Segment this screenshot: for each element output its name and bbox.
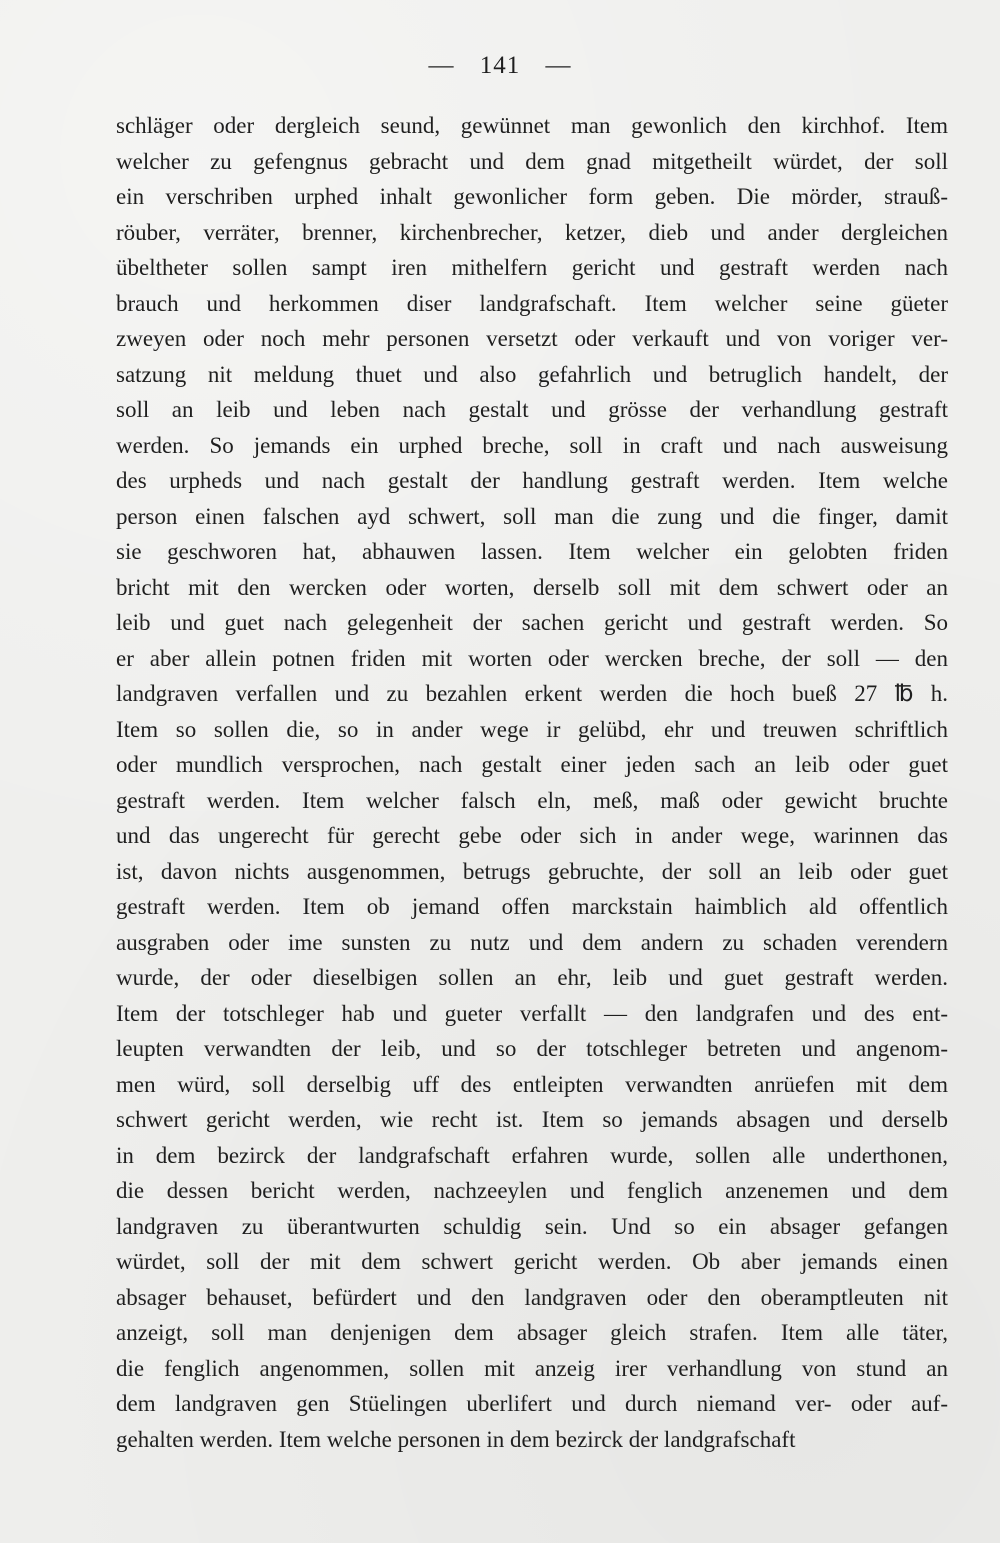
text-line-14: bricht mit den wercken oder worten, derselb soll mit dem schwert oder an (116, 574, 948, 600)
text-line-7: zweyen oder noch mehr personen versetzt oder verkauft und von voriger ver- (116, 326, 948, 351)
text-line-11: des urpheds und nach gestalt der handlung gestraft werden. Item welche (116, 468, 948, 493)
text-line-31: die dessen bericht werden, nachzeeylen und fenglich anzenemen und dem (116, 1178, 948, 1203)
text-line-6: brauch und herkommen diser landgrafschaft. Item welcher seine güeter (116, 290, 948, 316)
text-line-29: schwert gericht werden, wie recht ist. Item so jemands absagen und derselb (116, 1107, 948, 1132)
text-line-8: satzung nit meldung thuet und also gefahrlich und betruglich handelt, der (116, 361, 948, 387)
page-number: 141 (479, 52, 521, 79)
page-header (0, 52, 1000, 80)
text-line-28: men würd, soll derselbig uff des entleipten verwandten anrüefen mit dem (116, 1071, 948, 1097)
text-line-3: ein verschriben urphed inhalt gewonlicher form geben. Die mörder, strauß- (116, 184, 948, 209)
text-line-18: Item so sollen die, so in ander wege ir gelübd, ehr und treuwen schriftlich (116, 716, 948, 742)
text-line-19: oder mundlich versprochen, nach gestalt einer jeden sach an leib oder guet (116, 752, 948, 777)
text-line-37: dem landgraven gen Stüelingen uberlifert und durch niemand ver- oder auf- (116, 1391, 948, 1416)
text-line-38: gehalten werden. Item welche personen in dem bezirck der landgrafschaft (116, 1426, 796, 1452)
text-line-26: Item der totschleger hab und gueter verfallt — den landgrafen und des ent- (116, 1000, 948, 1026)
text-line-22: ist, davon nichts ausgenommen, betrugs gebruchte, der soll an leib oder guet (116, 858, 948, 884)
text-line-23: gestraft werden. Item ob jemand offen marckstain haimblich ald offentlich (116, 894, 948, 919)
text-line-20: gestraft werden. Item welcher falsch eln, meß, maß oder gewicht bruchte (116, 787, 948, 813)
text-line-25: wurde, der oder dieselbigen sollen an ehr, leib und guet gestraft werden. (116, 965, 948, 990)
text-line-36: die fenglich angenommen, sollen mit anzeig irer verhandlung von stund an (116, 1355, 948, 1381)
text-line-13: sie geschworen hat, abhauwen lassen. Item welcher ein gelobten friden (116, 539, 948, 564)
text-line-9: soll an leib und leben nach gestalt und grösse der verhandlung gestraft (116, 397, 948, 422)
text-line-17: landgraven verfallen und zu bezahlen erkent werden die hoch bueß 27 ℔ h. (116, 681, 948, 706)
text-line-15: leib und guet nach gelegenheit der sachen gericht und gestraft werden. So (116, 610, 948, 635)
text-line-33: würdet, soll der mit dem schwert gericht werden. Ob aber jemands einen (116, 1249, 948, 1274)
text-line-10: werden. So jemands ein urphed breche, soll in craft und nach ausweisung (116, 432, 948, 458)
text-line-2: welcher zu gefengnus gebracht und dem gnad mitgetheilt würdet, der soll (116, 148, 948, 174)
text-line-16: er aber allein potnen friden mit worten oder wercken breche, der soll — den (116, 645, 948, 671)
text-line-5: übeltheter sollen sampt iren mithelfern gericht und gestraft werden nach (116, 255, 948, 280)
body-text (116, 108, 948, 1457)
text-line-4: röuber, verräter, brenner, kirchenbrecher, ketzer, dieb und ander dergleichen (116, 219, 948, 245)
text-line-30: in dem bezirck der landgrafschaft erfahren wurde, sollen alle underthonen, (116, 1142, 948, 1168)
right-dash: — (545, 52, 572, 79)
text-line-21: und das ungerecht für gerecht gebe oder sich in ander wege, warinnen das (116, 823, 948, 848)
text-line-27: leupten verwandten der leib, und so der totschleger betreten und angenom- (116, 1036, 948, 1061)
left-dash: — (428, 52, 455, 79)
text-line-34: absager behauset, befürdert und den landgraven oder den oberamptleuten nit (116, 1284, 948, 1310)
text-line-12: person einen falschen ayd schwert, soll man die zung und die finger, damit (116, 503, 948, 529)
text-line-32: landgraven zu überantwurten schuldig sein. Und so ein absager gefangen (116, 1213, 948, 1239)
text-line-1: schläger oder dergleich seund, gewünnet man gewonlich den kirchhof. Item (116, 113, 948, 138)
text-line-24: ausgraben oder ime sunsten zu nutz und dem andern zu schaden verendern (116, 929, 948, 955)
text-line-35: anzeigt, soll man denjenigen dem absager gleich strafen. Item alle täter, (116, 1320, 948, 1345)
